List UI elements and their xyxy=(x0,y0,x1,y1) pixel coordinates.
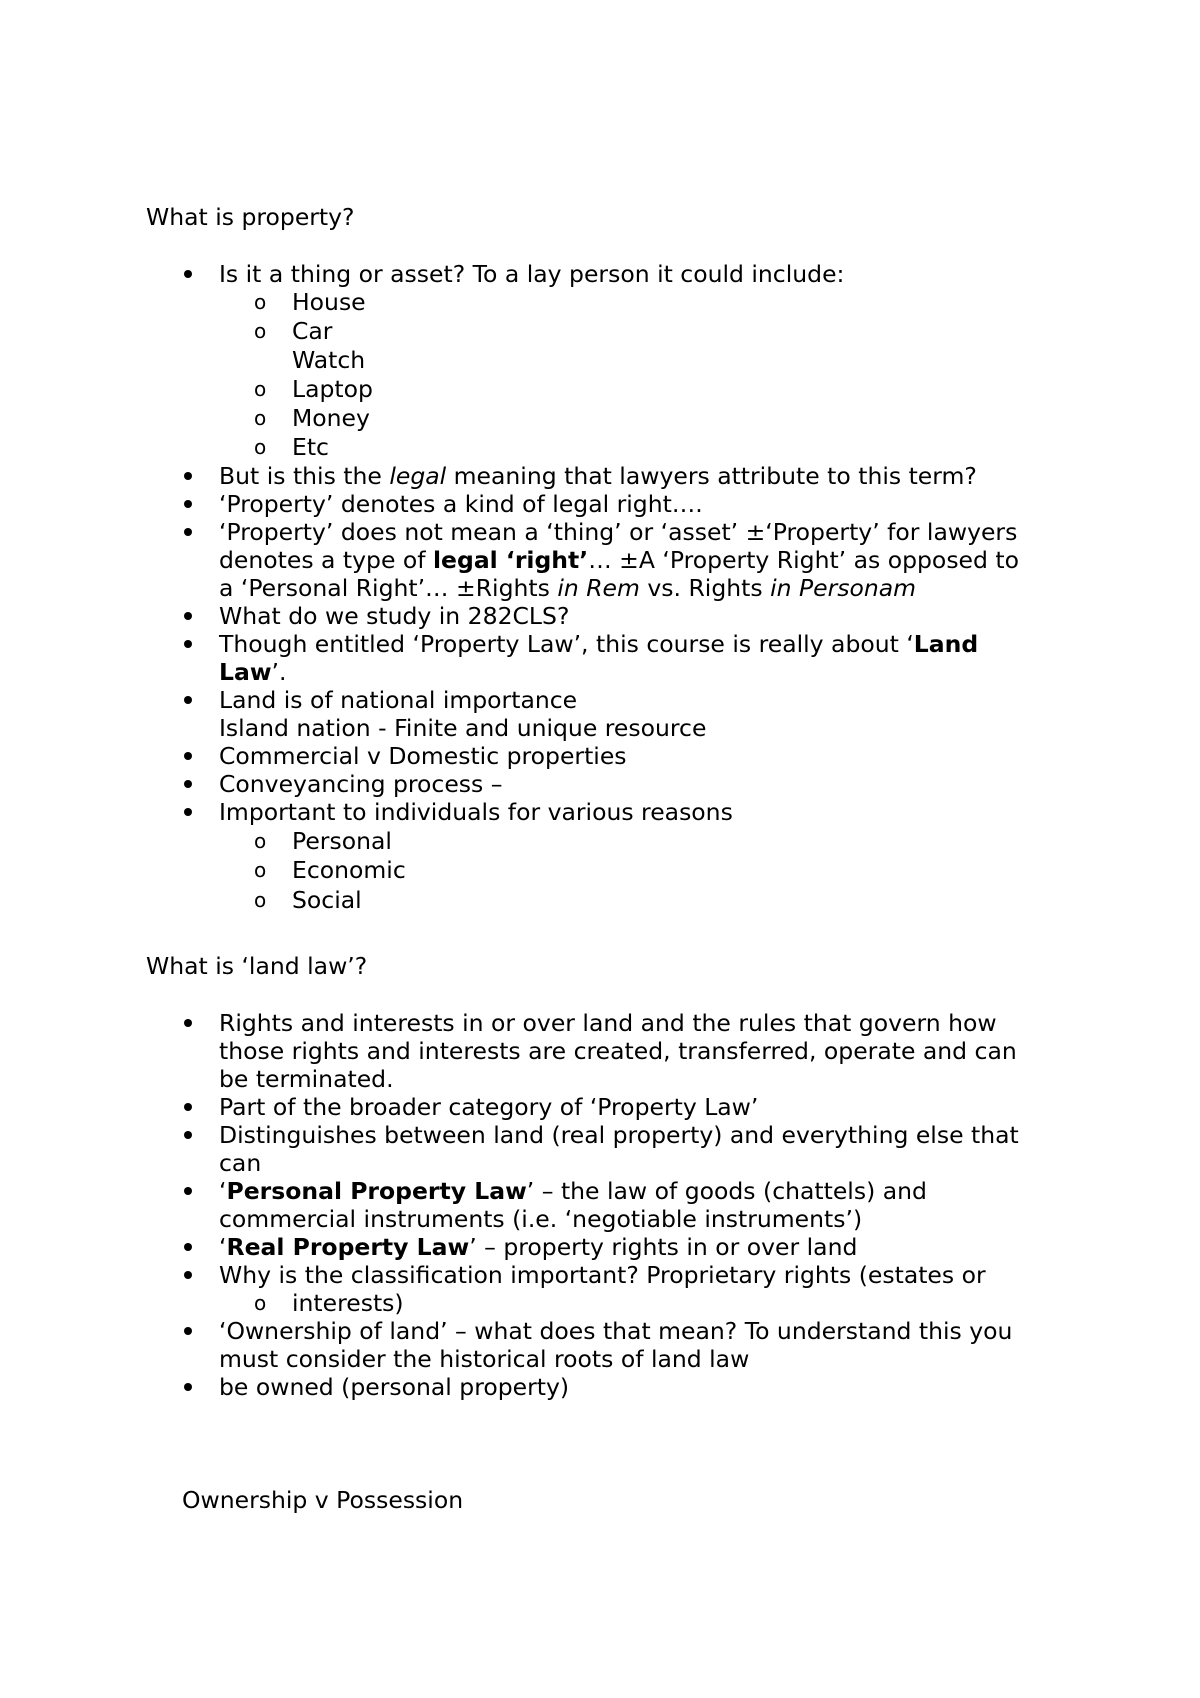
list-item-continuation: be terminated. xyxy=(219,1065,394,1093)
list-item: But is this the legal meaning that lawyers attribute to this term? xyxy=(219,462,977,490)
bullet-icon xyxy=(184,1271,192,1279)
bullet-icon xyxy=(184,528,192,536)
list-item-continuation: a ‘Personal Right’… ±Rights in Rem vs. Rights in Personam xyxy=(219,574,917,602)
sub-list-item: Economic xyxy=(292,856,406,884)
list-item: Though entitled ‘Property Law’, this course is really about ‘Land xyxy=(219,630,979,658)
bullet-icon xyxy=(184,1383,192,1391)
bullet-icon xyxy=(184,1131,192,1139)
list-item: Conveyancing process – xyxy=(219,770,503,798)
bullet-icon xyxy=(184,472,192,480)
sub-bullet-icon: o xyxy=(254,377,267,401)
sub-list-item: Laptop xyxy=(292,375,373,403)
list-item-continuation: commercial instruments (i.e. ‘negotiable instruments’) xyxy=(219,1205,863,1233)
sub-list-item: Watch xyxy=(292,346,366,374)
list-item: ‘Property’ does not mean a ‘thing’ or ‘asset’ ±‘Property’ for lawyers xyxy=(219,518,1018,546)
bullet-icon xyxy=(184,500,192,508)
sub-bullet-icon: o xyxy=(254,319,267,343)
list-item: Land is of national importance xyxy=(219,686,578,714)
list-item: What do we study in 282CLS? xyxy=(219,602,570,630)
sub-bullet-icon: o xyxy=(254,290,267,314)
sub-list-item: House xyxy=(292,288,366,316)
list-item-continuation: can xyxy=(219,1149,262,1177)
sub-bullet-icon: o xyxy=(254,1291,267,1315)
list-item: Commercial v Domestic properties xyxy=(219,742,627,770)
bullet-icon xyxy=(184,808,192,816)
bullet-icon xyxy=(184,780,192,788)
list-item: Distinguishes between land (real property) and everything else that xyxy=(219,1121,1019,1149)
sub-list-item: Social xyxy=(292,886,362,914)
bullet-icon xyxy=(184,1103,192,1111)
bullet-icon xyxy=(184,1327,192,1335)
bullet-icon xyxy=(184,1243,192,1251)
bullet-icon xyxy=(184,640,192,648)
sub-bullet-icon: o xyxy=(254,888,267,912)
sub-bullet-icon: o xyxy=(254,829,267,853)
list-item-continuation: Island nation - Finite and unique resource xyxy=(219,714,707,742)
list-item: ‘Personal Property Law’ – the law of goods (chattels) and xyxy=(219,1177,927,1205)
heading-what-is-property: What is property? xyxy=(146,203,355,231)
list-item: Important to individuals for various reasons xyxy=(219,798,733,826)
list-item: ‘Property’ denotes a kind of legal right…. xyxy=(219,490,703,518)
list-item: Rights and interests in or over land and the rules that govern how xyxy=(219,1009,997,1037)
sub-bullet-icon: o xyxy=(254,406,267,430)
list-item-continuation: denotes a type of legal ‘right’… ±A ‘Property Right’ as opposed to xyxy=(219,546,1019,574)
list-item-continuation: those rights and interests are created, transferred, operate and can xyxy=(219,1037,1017,1065)
bullet-icon xyxy=(184,696,192,704)
list-item: ‘Ownership of land’ – what does that mean? To understand this you xyxy=(219,1317,1013,1345)
list-item: Why is the classification important? Proprietary rights (estates or xyxy=(219,1261,986,1289)
list-item: be owned (personal property) xyxy=(219,1373,570,1401)
sub-list-item: Money xyxy=(292,404,370,432)
bullet-icon xyxy=(184,752,192,760)
list-item-continuation: Law’. xyxy=(219,658,287,686)
sub-list-item: Etc xyxy=(292,433,329,461)
list-item: Part of the broader category of ‘Property Law’ xyxy=(219,1093,759,1121)
bullet-icon xyxy=(184,612,192,620)
sub-list-item: interests) xyxy=(292,1289,404,1317)
sub-bullet-icon: o xyxy=(254,858,267,882)
list-item: Is it a thing or asset? To a lay person it could include: xyxy=(219,260,845,288)
list-item-continuation: must consider the historical roots of land law xyxy=(219,1345,750,1373)
list-item: ‘Real Property Law’ – property rights in or over land xyxy=(219,1233,858,1261)
sub-list-item: Car xyxy=(292,317,333,345)
heading-ownership-v-possession: Ownership v Possession xyxy=(182,1486,464,1514)
bullet-icon xyxy=(184,270,192,278)
sub-bullet-icon: o xyxy=(254,435,267,459)
bullet-icon xyxy=(184,1187,192,1195)
heading-what-is-land-law: What is ‘land law’? xyxy=(146,952,368,980)
bullet-icon xyxy=(184,1019,192,1027)
sub-list-item: Personal xyxy=(292,827,392,855)
